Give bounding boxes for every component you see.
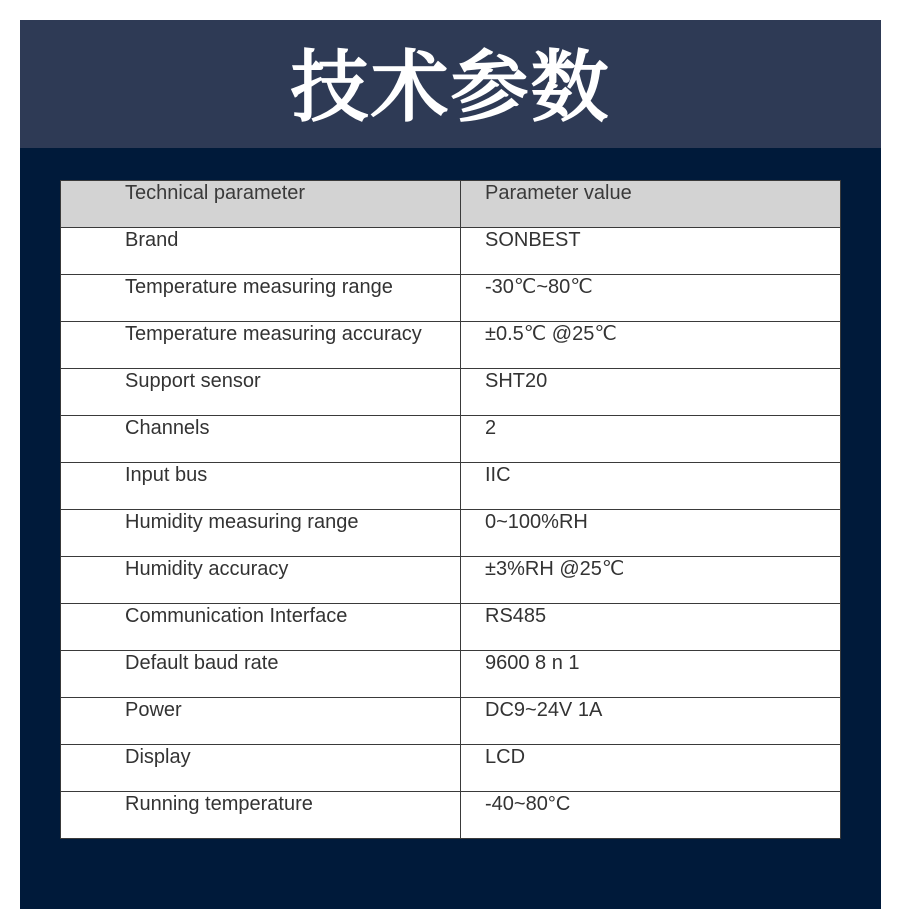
- row-value: ±0.5℃ @25℃: [461, 322, 841, 369]
- table-row: [61, 275, 841, 322]
- row-value: ±3%RH @25℃: [461, 557, 841, 604]
- table-row: [61, 792, 841, 839]
- row-parameter: Power: [61, 698, 461, 745]
- row-parameter: Communication Interface: [61, 604, 461, 651]
- row-value: 9600 8 n 1: [461, 651, 841, 698]
- table-header-row: [61, 181, 841, 228]
- table-row: [61, 322, 841, 369]
- table-row: [61, 510, 841, 557]
- row-value: IIC: [461, 463, 841, 510]
- header-parameter: Technical parameter: [61, 181, 461, 228]
- table-row: [61, 416, 841, 463]
- row-value: LCD: [461, 745, 841, 792]
- table-row: [61, 604, 841, 651]
- row-parameter: Channels: [61, 416, 461, 463]
- row-value: DC9~24V 1A: [461, 698, 841, 745]
- row-parameter: Running temperature: [61, 792, 461, 839]
- row-parameter: Support sensor: [61, 369, 461, 416]
- page-title: 技术参数: [290, 43, 611, 133]
- table-row: [61, 369, 841, 416]
- row-value: SHT20: [461, 369, 841, 416]
- row-parameter: Humidity accuracy: [61, 557, 461, 604]
- table-row: [61, 228, 841, 275]
- table-row: [61, 698, 841, 745]
- row-parameter: Display: [61, 745, 461, 792]
- row-value: SONBEST: [461, 228, 841, 275]
- table-row: [61, 463, 841, 510]
- row-value: 2: [461, 416, 841, 463]
- header-value: Parameter value: [461, 181, 841, 228]
- row-value: -40~80°C: [461, 792, 841, 839]
- row-value: 0~100%RH: [461, 510, 841, 557]
- row-parameter: Humidity measuring range: [61, 510, 461, 557]
- title-bar: [20, 20, 881, 148]
- spec-panel: [20, 20, 881, 909]
- row-value: -30℃~80℃: [461, 275, 841, 322]
- table-row: [61, 651, 841, 698]
- row-parameter: Input bus: [61, 463, 461, 510]
- row-parameter: Default baud rate: [61, 651, 461, 698]
- row-parameter: Temperature measuring accuracy: [61, 322, 461, 369]
- row-value: RS485: [461, 604, 841, 651]
- row-parameter: Brand: [61, 228, 461, 275]
- row-parameter: Temperature measuring range: [61, 275, 461, 322]
- spec-table: [60, 180, 841, 839]
- table-row: [61, 557, 841, 604]
- table-row: [61, 745, 841, 792]
